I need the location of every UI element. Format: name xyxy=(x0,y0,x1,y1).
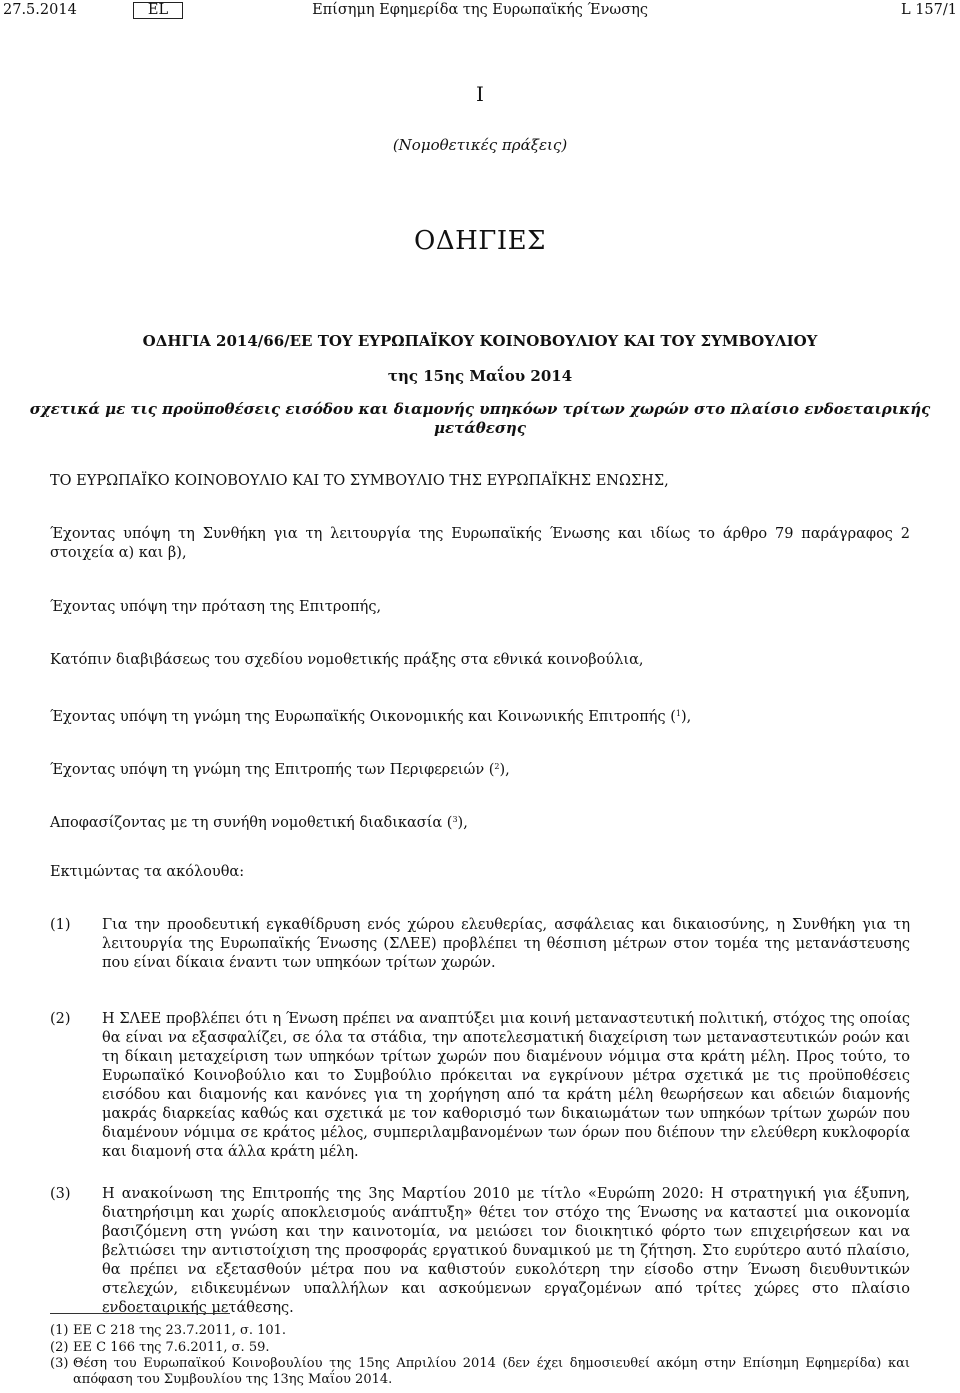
citation-text: ), xyxy=(457,815,468,831)
directive-subject xyxy=(0,400,960,438)
footnote-number: (3) xyxy=(50,1356,69,1371)
citation-text: ), xyxy=(499,762,510,778)
footnote-number: (2) xyxy=(50,1340,69,1355)
recital-number: (2) xyxy=(50,1011,71,1027)
language-badge: EL xyxy=(133,2,183,19)
recital-number: (1) xyxy=(50,917,71,933)
directive-title: ΟΔΗΓΙΑ 2014/66/ΕΕ ΤΟΥ ΕΥΡΩΠΑΪΚΟΥ ΚΟΙΝΟΒΟΥΛΙΟΥ ΚΑΙ ΤΟΥ ΣΥΜΒΟΥΛΙΟΥ xyxy=(142,332,818,350)
footnote-ref[interactable]: 2 xyxy=(494,762,500,771)
citation: Κατόπιν διαβιβάσεως του σχεδίου νομοθετικής πράξης στα εθνικά κοινοβούλια, xyxy=(50,652,644,668)
page-number: L 157/1 xyxy=(900,2,957,18)
citation xyxy=(50,704,910,727)
section-roman: I xyxy=(476,82,484,106)
footnote-ref[interactable]: 1 xyxy=(675,709,681,718)
directive-subject-line: μετάθεσης xyxy=(434,419,526,437)
footnote-text: ΕΕ C 166 της 7.6.2011, σ. 59. xyxy=(73,1340,270,1355)
institutions-line: ΤΟ ΕΥΡΩΠΑΪΚΟ ΚΟΙΝΟΒΟΥΛΙΟ ΚΑΙ ΤΟ ΣΥΜΒΟΥΛΙΟ ΤΗΣ ΕΥΡΩΠΑΪΚΗΣ ΕΝΩΣΗΣ, xyxy=(50,473,669,489)
directive-date: της 15ης Μαΐου 2014 xyxy=(387,367,573,385)
citation-text: Έχοντας υπόψη τη γνώμη της Επιτροπής των Περιφερειών ( xyxy=(50,762,495,778)
citation-text: ), xyxy=(680,709,692,725)
directive-subject-line: σχετικά με τις προϋποθέσεις εισόδου και διαμονής υπηκόων τρίτων χωρών στο πλαίσιο ενδοεταιρικής xyxy=(29,400,931,418)
footnote-number: (1) xyxy=(50,1323,69,1338)
citation xyxy=(50,810,910,833)
recital-text: Για την προοδευτική εγκαθίδρυση ενός χώρου ελευθερίας, ασφάλειας και δικαιοσύνης, η Συνθήκη για τη λειτουργία της Ευρωπαϊκής Ένωσης (ΣΛΕΕ) προβλέπει τη θέσπιση μέτρων στον τομέα της μετανάστευσης που είναι δίκαια έναντι των υπηκόων τρίτων χωρών. xyxy=(102,917,910,971)
citation: Έχοντας υπόψη τη Συνθήκη για τη λειτουργία της Ευρωπαϊκής Ένωσης και ιδίως το άρθρο 79 παράγραφος 2 στοιχεία α) και β), xyxy=(50,526,910,561)
journal-title: Επίσημη Εφημερίδα της Ευρωπαϊκής Ένωσης xyxy=(312,2,648,18)
citation xyxy=(50,757,910,780)
page-header xyxy=(0,0,960,22)
citation-text: Αποφασίζοντας με τη συνήθη νομοθετική διαδικασία ( xyxy=(50,815,453,831)
footnote-ref[interactable]: 3 xyxy=(452,815,458,824)
recital-text: Η ανακοίνωση της Επιτροπής της 3ης Μαρτίου 2010 με τίτλο «Ευρώπη 2020: Η στρατηγική για έξυπνη, διατηρήσιμη και χωρίς αποκλεισμούς ανάπτυξη» θέτει τον στόχο της Ένωσης να καταστεί μια οικονομία βασιζόμενη στη γνώση και την καινοτομία, να μειώσει τον διοικητικό φόρτο των επιχειρήσεων και να βελτιώσει την αντιστοίχιση της προσφοράς εργατικού δυναμικού με τη ζήτηση. Στο ευρύτερο αυτό πλαίσιο, θα πρέπει να εξετασθούν μέτρα που να καθιστούν ευκολότερη την είσοδο στην Ένωση διευθυντικών στελεχών, ειδικευμένων υπαλλήλων και ασκούμενων εργαζομένων από τρίτες χώρες στο πλαίσιο ενδοεταιρικής μετάθεσης. xyxy=(102,1186,910,1316)
footnote-text: ΕΕ C 218 της 23.7.2011, σ. 101. xyxy=(73,1323,287,1338)
footnote-separator xyxy=(50,1313,230,1314)
recital-number: (3) xyxy=(50,1186,71,1202)
citation-text: Έχοντας υπόψη τη γνώμη της Ευρωπαϊκής Οικονομικής και Κοινωνικής Επιτροπής ( xyxy=(50,709,676,725)
publication-date: 27.5.2014 xyxy=(3,2,77,18)
footnote-text: Θέση του Ευρωπαϊκού Κοινοβουλίου της 15ης Απριλίου 2014 (δεν έχει δημοσιευθεί ακόμη στην Επίσημη Εφημερίδα) και απόφαση του Συμβουλίου της 13ης Μαΐου 2014. xyxy=(73,1356,910,1387)
section-subtitle: (Νομοθετικές πράξεις) xyxy=(392,136,568,154)
act-kind-heading: ΟΔΗΓΙΕΣ xyxy=(414,226,546,256)
recital-text: Η ΣΛΕΕ προβλέπει ότι η Ένωση πρέπει να αναπτύξει μια κοινή μεταναστευτική πολιτική, στόχος της οποίας θα είναι να εξασφαλίζει, σε όλα τα στάδια, την αποτελεσματική διαχείριση των μεταναστευτικών ροών και τη δίκαιη μεταχείριση των υπηκόων τρίτων χωρών που διαμένουν νόμιμα στα κράτη μέλη. Προς τούτο, το Ευρωπαϊκό Κοινοβούλιο και το Συμβούλιο πρόκειται να εγκρίνουν μέτρα σχετικά με τις προϋποθέσεις εισόδου και διαμονής και κανόνες για τη χορήγηση από τα κράτη μέλη θεωρήσεων και αδειών διαμονής μακράς διαρκείας καθώς και σχετικά με τον καθορισμό των δικαιωμάτων των υπηκόων τρίτων χωρών που διαμένουν νόμιμα σε κράτος μέλος, συμπεριλαμβανομένων των όρων που διέπουν την ελεύθερη κυκλοφορία και διαμονή στα άλλα κράτη μέλη. xyxy=(102,1011,910,1160)
whereas-heading: Εκτιμώντας τα ακόλουθα: xyxy=(50,864,245,880)
citation: Έχοντας υπόψη την πρόταση της Επιτροπής, xyxy=(50,599,382,615)
